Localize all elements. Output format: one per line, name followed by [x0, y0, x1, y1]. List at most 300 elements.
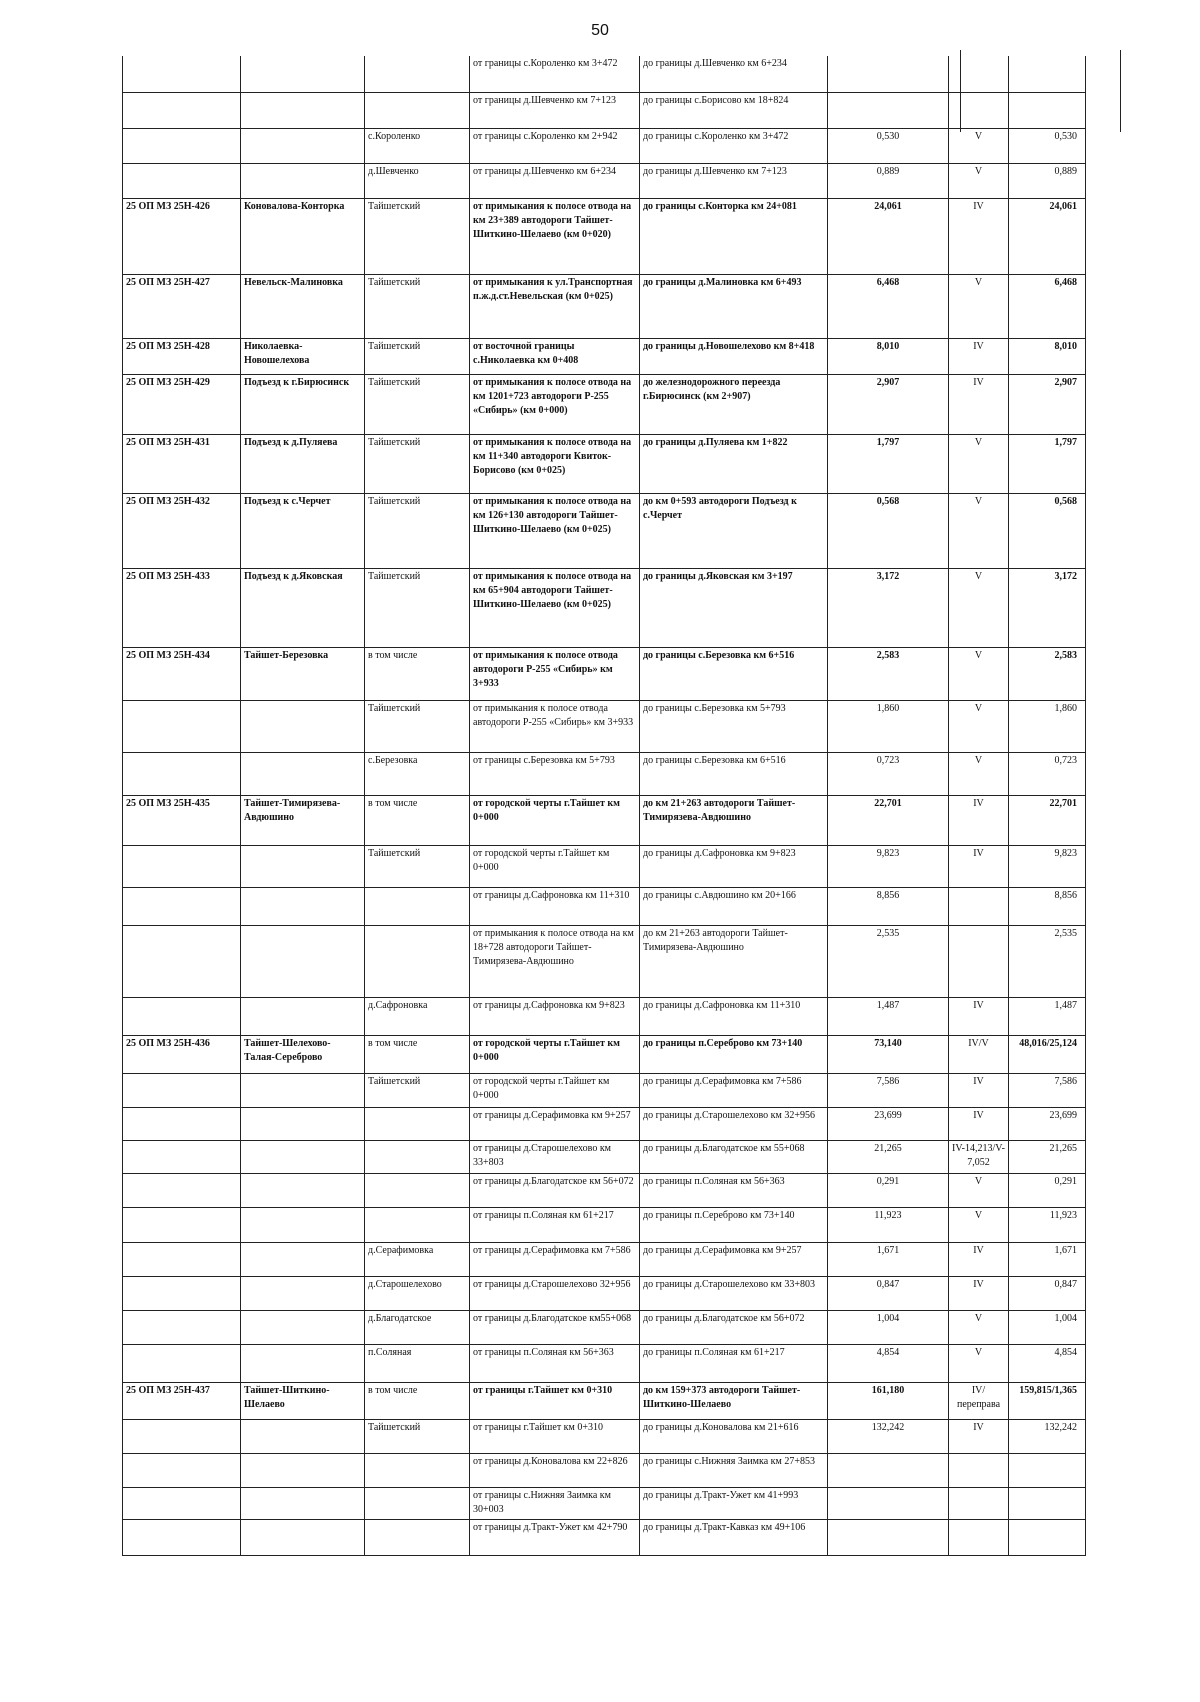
cell-length: 7,586	[828, 1073, 949, 1107]
cell-category: IV	[949, 198, 1009, 274]
cell-code	[123, 1487, 241, 1519]
cell-to: до км 159+373 автодороги Тайшет-Шиткино-Шелаево	[640, 1382, 828, 1419]
cell-total: 21,265	[1009, 1140, 1086, 1173]
table-row	[123, 795, 1086, 845]
cell-category	[949, 1487, 1009, 1519]
cell-code	[123, 1207, 241, 1242]
cell-category: IV	[949, 845, 1009, 887]
table-row	[123, 997, 1086, 1035]
cell-name	[241, 1207, 365, 1242]
cell-code: 25 ОП МЗ 25Н-436	[123, 1035, 241, 1073]
cell-from: от границы с.Короленко км 3+472	[470, 56, 640, 92]
cell-to: до границы п.Соляная км 56+363	[640, 1173, 828, 1207]
cell-length: 73,140	[828, 1035, 949, 1073]
cell-length: 1,004	[828, 1310, 949, 1344]
table-row	[123, 56, 1086, 92]
cell-name	[241, 1276, 365, 1310]
cell-to: до км 21+263 автодороги Тайшет-Тимирязева-Авдюшино	[640, 795, 828, 845]
cell-category: IV	[949, 1276, 1009, 1310]
cell-from: от примыкания к полосе отвода на км 11+340 автодороги Квиток-Борисово (км 0+025)	[470, 434, 640, 493]
table-row	[123, 1242, 1086, 1276]
cell-from: от границы д.Шевченко км 7+123	[470, 92, 640, 128]
cell-to: до км 0+593 автодороги Подъезд к с.Черчет	[640, 493, 828, 568]
table-row	[123, 338, 1086, 374]
cell-district: Тайшетский	[365, 338, 470, 374]
column-rule	[960, 50, 961, 132]
table-row	[123, 1453, 1086, 1487]
cell-to: до границы д.Серафимовка км 9+257	[640, 1242, 828, 1276]
cell-length: 132,242	[828, 1419, 949, 1453]
cell-total: 0,291	[1009, 1173, 1086, 1207]
cell-category: V	[949, 493, 1009, 568]
cell-to: до границы д.Старошелехово км 32+956	[640, 1107, 828, 1140]
cell-to: до границы д.Тракт-Кавказ км 49+106	[640, 1519, 828, 1555]
cell-from: от примыкания к полосе отвода на км 1201+723 автодороги Р-255 «Сибирь» (км 0+000)	[470, 374, 640, 434]
cell-district: д.Шевченко	[365, 163, 470, 198]
table-row	[123, 92, 1086, 128]
cell-district: Тайшетский	[365, 198, 470, 274]
cell-to: до границы д.Шевченко км 6+234	[640, 56, 828, 92]
table-row	[123, 1073, 1086, 1107]
cell-category	[949, 1519, 1009, 1555]
cell-name: Подъезд к г.Бирюсинск	[241, 374, 365, 434]
cell-to: до границы д.Коновалова км 21+616	[640, 1419, 828, 1453]
cell-total: 0,530	[1009, 128, 1086, 163]
cell-from: от границы п.Соляная км 56+363	[470, 1344, 640, 1382]
cell-name: Подъезд к д.Пуляева	[241, 434, 365, 493]
cell-from: от границы д.Коновалова км 22+826	[470, 1453, 640, 1487]
cell-to: до границы д.Новошелехово км 8+418	[640, 338, 828, 374]
cell-code	[123, 1453, 241, 1487]
cell-code	[123, 1073, 241, 1107]
table-row	[123, 434, 1086, 493]
page-number: 50	[591, 22, 609, 39]
cell-total: 8,856	[1009, 887, 1086, 925]
cell-code: 25 ОП МЗ 25Н-435	[123, 795, 241, 845]
cell-district: в том числе	[365, 1382, 470, 1419]
cell-name: Тайшет-Тимирязева-Авдюшино	[241, 795, 365, 845]
cell-to: до границы с.Конторка км 24+081	[640, 198, 828, 274]
cell-category: V	[949, 1207, 1009, 1242]
cell-district	[365, 1453, 470, 1487]
cell-category: IV	[949, 1107, 1009, 1140]
cell-to: до границы д.Благодатское км 55+068	[640, 1140, 828, 1173]
cell-total: 0,568	[1009, 493, 1086, 568]
cell-category: IV	[949, 1073, 1009, 1107]
cell-category: IV-14,213/V-7,052	[949, 1140, 1009, 1173]
cell-name: Коновалова-Конторка	[241, 198, 365, 274]
cell-total	[1009, 1487, 1086, 1519]
cell-to: до границы д.Яковская км 3+197	[640, 568, 828, 647]
cell-district	[365, 1207, 470, 1242]
cell-category: V	[949, 128, 1009, 163]
cell-total: 1,487	[1009, 997, 1086, 1035]
cell-length	[828, 1453, 949, 1487]
cell-category: IV/V	[949, 1035, 1009, 1073]
cell-name: Тайшет-Березовка	[241, 647, 365, 700]
cell-from: от границы г.Тайшет км 0+310	[470, 1382, 640, 1419]
cell-district	[365, 887, 470, 925]
cell-length: 21,265	[828, 1140, 949, 1173]
cell-from: от примыкания к полосе отвода автодороги Р-255 «Сибирь» км 3+933	[470, 647, 640, 700]
cell-from: от примыкания к полосе отвода на км 18+728 автодороги Тайшет-Тимирязева-Авдюшино	[470, 925, 640, 997]
cell-from: от примыкания к полосе отвода на км 65+904 автодороги Тайшет-Шиткино-Шелаево (км 0+025)	[470, 568, 640, 647]
cell-district: п.Соляная	[365, 1344, 470, 1382]
cell-name: Николаевка-Новошелехова	[241, 338, 365, 374]
cell-name	[241, 1140, 365, 1173]
cell-length: 9,823	[828, 845, 949, 887]
cell-length: 1,487	[828, 997, 949, 1035]
cell-total: 11,923	[1009, 1207, 1086, 1242]
cell-name: Тайшет-Шиткино-Шелаево	[241, 1382, 365, 1419]
cell-category: IV/переправа	[949, 1382, 1009, 1419]
cell-length: 1,671	[828, 1242, 949, 1276]
cell-from: от примыкания к полосе отвода автодороги Р-255 «Сибирь» км 3+933	[470, 700, 640, 752]
cell-from: от примыкания к полосе отвода на км 23+389 автодороги Тайшет-Шиткино-Шелаево (км 0+020)	[470, 198, 640, 274]
cell-length	[828, 1487, 949, 1519]
cell-code	[123, 1107, 241, 1140]
cell-district: Тайшетский	[365, 493, 470, 568]
cell-to: до железнодорожного переезда г.Бирюсинск (км 2+907)	[640, 374, 828, 434]
cell-code: 25 ОП МЗ 25Н-437	[123, 1382, 241, 1419]
cell-code	[123, 128, 241, 163]
cell-name	[241, 925, 365, 997]
table-row	[123, 1519, 1086, 1555]
cell-district: в том числе	[365, 795, 470, 845]
cell-to: до границы д.Сафроновка км 9+823	[640, 845, 828, 887]
table-row	[123, 1382, 1086, 1419]
cell-category: V	[949, 700, 1009, 752]
cell-district	[365, 1173, 470, 1207]
cell-district	[365, 1487, 470, 1519]
cell-category: IV	[949, 1419, 1009, 1453]
cell-district: с.Короленко	[365, 128, 470, 163]
table-row	[123, 128, 1086, 163]
cell-total	[1009, 1453, 1086, 1487]
cell-total: 0,847	[1009, 1276, 1086, 1310]
cell-district: Тайшетский	[365, 568, 470, 647]
cell-name	[241, 1419, 365, 1453]
cell-to: до границы с.Нижняя Заимка км 27+853	[640, 1453, 828, 1487]
cell-category	[949, 925, 1009, 997]
table-row	[123, 1310, 1086, 1344]
cell-code: 25 ОП МЗ 25Н-426	[123, 198, 241, 274]
cell-total	[1009, 92, 1086, 128]
cell-code: 25 ОП МЗ 25Н-433	[123, 568, 241, 647]
cell-category	[949, 56, 1009, 92]
cell-from: от границы д.Старошелехово 32+956	[470, 1276, 640, 1310]
cell-code: 25 ОП МЗ 25Н-432	[123, 493, 241, 568]
cell-name	[241, 887, 365, 925]
cell-total: 7,586	[1009, 1073, 1086, 1107]
cell-district: Тайшетский	[365, 700, 470, 752]
cell-total: 4,854	[1009, 1344, 1086, 1382]
cell-code: 25 ОП МЗ 25Н-431	[123, 434, 241, 493]
cell-code	[123, 1419, 241, 1453]
cell-name	[241, 1344, 365, 1382]
cell-to: до границы д.Пуляева км 1+822	[640, 434, 828, 493]
cell-name	[241, 56, 365, 92]
cell-district: Тайшетский	[365, 374, 470, 434]
cell-code	[123, 1173, 241, 1207]
cell-to: до границы с.Березовка км 5+793	[640, 700, 828, 752]
cell-name: Подъезд к д.Яковская	[241, 568, 365, 647]
cell-category: IV	[949, 338, 1009, 374]
cell-district: д.Старошелехово	[365, 1276, 470, 1310]
column-rule	[1120, 50, 1121, 132]
cell-total: 132,242	[1009, 1419, 1086, 1453]
cell-name: Невельск-Малиновка	[241, 274, 365, 338]
table-row	[123, 752, 1086, 795]
cell-category: V	[949, 434, 1009, 493]
cell-category: V	[949, 1173, 1009, 1207]
cell-from: от границы с.Короленко км 2+942	[470, 128, 640, 163]
cell-length: 161,180	[828, 1382, 949, 1419]
cell-total: 2,583	[1009, 647, 1086, 700]
cell-name	[241, 1487, 365, 1519]
cell-district: д.Сафроновка	[365, 997, 470, 1035]
cell-category: V	[949, 647, 1009, 700]
cell-total: 23,699	[1009, 1107, 1086, 1140]
cell-from: от границы д.Сафроновка км 9+823	[470, 997, 640, 1035]
table-row	[123, 1419, 1086, 1453]
cell-district: д.Благодатское	[365, 1310, 470, 1344]
table-row	[123, 1173, 1086, 1207]
cell-code: 25 ОП МЗ 25Н-427	[123, 274, 241, 338]
cell-to: до границы д.Благодатское км 56+072	[640, 1310, 828, 1344]
cell-from: от городской черты г.Тайшет км 0+000	[470, 845, 640, 887]
cell-category	[949, 1453, 1009, 1487]
cell-code	[123, 925, 241, 997]
cell-to: до границы д.Шевченко км 7+123	[640, 163, 828, 198]
cell-total: 0,889	[1009, 163, 1086, 198]
cell-category: V	[949, 568, 1009, 647]
cell-from: от границы д.Серафимовка км 7+586	[470, 1242, 640, 1276]
cell-category: IV	[949, 1242, 1009, 1276]
cell-district: в том числе	[365, 1035, 470, 1073]
cell-code	[123, 997, 241, 1035]
table-row	[123, 1140, 1086, 1173]
table-row	[123, 198, 1086, 274]
cell-total: 22,701	[1009, 795, 1086, 845]
cell-district	[365, 56, 470, 92]
cell-name	[241, 92, 365, 128]
cell-to: до границы п.Соляная км 61+217	[640, 1344, 828, 1382]
cell-name: Тайшет-Шелехово-Талая-Сереброво	[241, 1035, 365, 1073]
table-row	[123, 374, 1086, 434]
cell-name	[241, 997, 365, 1035]
cell-length	[828, 56, 949, 92]
cell-length: 0,530	[828, 128, 949, 163]
cell-from: от границы д.Старошелехово км 33+803	[470, 1140, 640, 1173]
cell-to: до границы д.Малиновка км 6+493	[640, 274, 828, 338]
cell-length	[828, 92, 949, 128]
cell-name	[241, 1173, 365, 1207]
cell-code	[123, 1242, 241, 1276]
cell-name	[241, 1519, 365, 1555]
cell-length: 8,856	[828, 887, 949, 925]
cell-length: 11,923	[828, 1207, 949, 1242]
cell-code	[123, 1344, 241, 1382]
cell-from: от границы с.Нижняя Заимка км 30+003	[470, 1487, 640, 1519]
cell-to: до км 21+263 автодороги Тайшет-Тимирязева-Авдюшино	[640, 925, 828, 997]
cell-total: 9,823	[1009, 845, 1086, 887]
table-row	[123, 845, 1086, 887]
cell-district	[365, 92, 470, 128]
table-row	[123, 700, 1086, 752]
cell-code	[123, 887, 241, 925]
table-row	[123, 568, 1086, 647]
table-row	[123, 163, 1086, 198]
cell-length: 1,860	[828, 700, 949, 752]
cell-length: 2,583	[828, 647, 949, 700]
roads-table	[122, 56, 1086, 1556]
cell-from: от границы д.Благодатское км 56+072	[470, 1173, 640, 1207]
cell-district: Тайшетский	[365, 1073, 470, 1107]
table-row	[123, 274, 1086, 338]
cell-from: от примыкания к полосе отвода на км 126+130 автодороги Тайшет-Шиткино-Шелаево (км 0+025)	[470, 493, 640, 568]
cell-code	[123, 1276, 241, 1310]
cell-length: 8,010	[828, 338, 949, 374]
cell-category: V	[949, 1310, 1009, 1344]
cell-category: V	[949, 1344, 1009, 1382]
cell-length: 23,699	[828, 1107, 949, 1140]
cell-length: 2,535	[828, 925, 949, 997]
cell-total: 1,797	[1009, 434, 1086, 493]
cell-length: 0,889	[828, 163, 949, 198]
table-row	[123, 925, 1086, 997]
cell-to: до границы д.Сафроновка км 11+310	[640, 997, 828, 1035]
table-row	[123, 493, 1086, 568]
cell-total	[1009, 56, 1086, 92]
cell-name: Подъезд к с.Черчет	[241, 493, 365, 568]
cell-length: 3,172	[828, 568, 949, 647]
cell-district: Тайшетский	[365, 434, 470, 493]
cell-length: 22,701	[828, 795, 949, 845]
cell-category: IV	[949, 795, 1009, 845]
cell-name	[241, 1310, 365, 1344]
cell-total: 159,815/1,365	[1009, 1382, 1086, 1419]
cell-district: Тайшетский	[365, 1419, 470, 1453]
cell-code	[123, 1140, 241, 1173]
cell-from: от границы г.Тайшет км 0+310	[470, 1419, 640, 1453]
cell-to: до границы д.Серафимовка км 7+586	[640, 1073, 828, 1107]
cell-total: 1,671	[1009, 1242, 1086, 1276]
cell-length: 24,061	[828, 198, 949, 274]
cell-category: IV	[949, 997, 1009, 1035]
cell-total: 0,723	[1009, 752, 1086, 795]
cell-district	[365, 1107, 470, 1140]
cell-category: V	[949, 274, 1009, 338]
cell-to: до границы с.Березовка км 6+516	[640, 752, 828, 795]
cell-to: до границы д.Тракт-Ужет км 41+993	[640, 1487, 828, 1519]
cell-from: от границы д.Благодатское км55+068	[470, 1310, 640, 1344]
cell-name	[241, 700, 365, 752]
cell-from: от границы д.Серафимовка км 9+257	[470, 1107, 640, 1140]
table-row	[123, 1276, 1086, 1310]
cell-district	[365, 1140, 470, 1173]
cell-total: 6,468	[1009, 274, 1086, 338]
cell-code	[123, 163, 241, 198]
cell-code: 25 ОП МЗ 25Н-434	[123, 647, 241, 700]
cell-from: от городской черты г.Тайшет км 0+000	[470, 795, 640, 845]
cell-district	[365, 925, 470, 997]
table-row	[123, 1487, 1086, 1519]
cell-total: 48,016/25,124	[1009, 1035, 1086, 1073]
cell-category: IV	[949, 374, 1009, 434]
cell-total	[1009, 1519, 1086, 1555]
cell-category	[949, 887, 1009, 925]
cell-to: до границы п.Сереброво км 73+140	[640, 1035, 828, 1073]
cell-total: 2,535	[1009, 925, 1086, 997]
cell-from: от городской черты г.Тайшет км 0+000	[470, 1035, 640, 1073]
cell-name	[241, 1073, 365, 1107]
cell-to: до границы п.Сереброво км 73+140	[640, 1207, 828, 1242]
cell-from: от границы с.Березовка км 5+793	[470, 752, 640, 795]
cell-code	[123, 752, 241, 795]
cell-category: V	[949, 752, 1009, 795]
cell-from: от примыкания к ул.Транспортная п.ж.д.ст.Невельская (км 0+025)	[470, 274, 640, 338]
table-row	[123, 1344, 1086, 1382]
cell-code	[123, 845, 241, 887]
cell-name	[241, 752, 365, 795]
cell-from: от городской черты г.Тайшет км 0+000	[470, 1073, 640, 1107]
cell-to: до границы с.Авдюшино км 20+166	[640, 887, 828, 925]
cell-name	[241, 845, 365, 887]
cell-to: до границы с.Борисово км 18+824	[640, 92, 828, 128]
cell-from: от восточной границы с.Николаевка км 0+408	[470, 338, 640, 374]
cell-name	[241, 128, 365, 163]
cell-from: от границы д.Тракт-Ужет км 42+790	[470, 1519, 640, 1555]
cell-name	[241, 1242, 365, 1276]
table-row	[123, 1107, 1086, 1140]
cell-length: 6,468	[828, 274, 949, 338]
cell-district: Тайшетский	[365, 274, 470, 338]
cell-to: до границы д.Старошелехово км 33+803	[640, 1276, 828, 1310]
cell-total: 1,004	[1009, 1310, 1086, 1344]
cell-code	[123, 92, 241, 128]
table-row	[123, 887, 1086, 925]
cell-length: 1,797	[828, 434, 949, 493]
cell-code	[123, 1519, 241, 1555]
table-row	[123, 1035, 1086, 1073]
cell-from: от границы д.Сафроновка км 11+310	[470, 887, 640, 925]
cell-name	[241, 163, 365, 198]
cell-total: 2,907	[1009, 374, 1086, 434]
cell-from: от границы п.Соляная км 61+217	[470, 1207, 640, 1242]
cell-total: 1,860	[1009, 700, 1086, 752]
cell-code	[123, 56, 241, 92]
cell-length: 0,568	[828, 493, 949, 568]
cell-district: с.Березовка	[365, 752, 470, 795]
cell-district: в том числе	[365, 647, 470, 700]
cell-district: д.Серафимовка	[365, 1242, 470, 1276]
cell-code: 25 ОП МЗ 25Н-429	[123, 374, 241, 434]
cell-length: 0,847	[828, 1276, 949, 1310]
cell-to: до границы с.Березовка км 6+516	[640, 647, 828, 700]
cell-code	[123, 1310, 241, 1344]
cell-district	[365, 1519, 470, 1555]
cell-length: 0,723	[828, 752, 949, 795]
cell-code	[123, 700, 241, 752]
table-row	[123, 1207, 1086, 1242]
cell-total: 24,061	[1009, 198, 1086, 274]
cell-total: 8,010	[1009, 338, 1086, 374]
cell-to: до границы с.Короленко км 3+472	[640, 128, 828, 163]
cell-category: V	[949, 163, 1009, 198]
cell-from: от границы д.Шевченко км 6+234	[470, 163, 640, 198]
cell-name	[241, 1453, 365, 1487]
